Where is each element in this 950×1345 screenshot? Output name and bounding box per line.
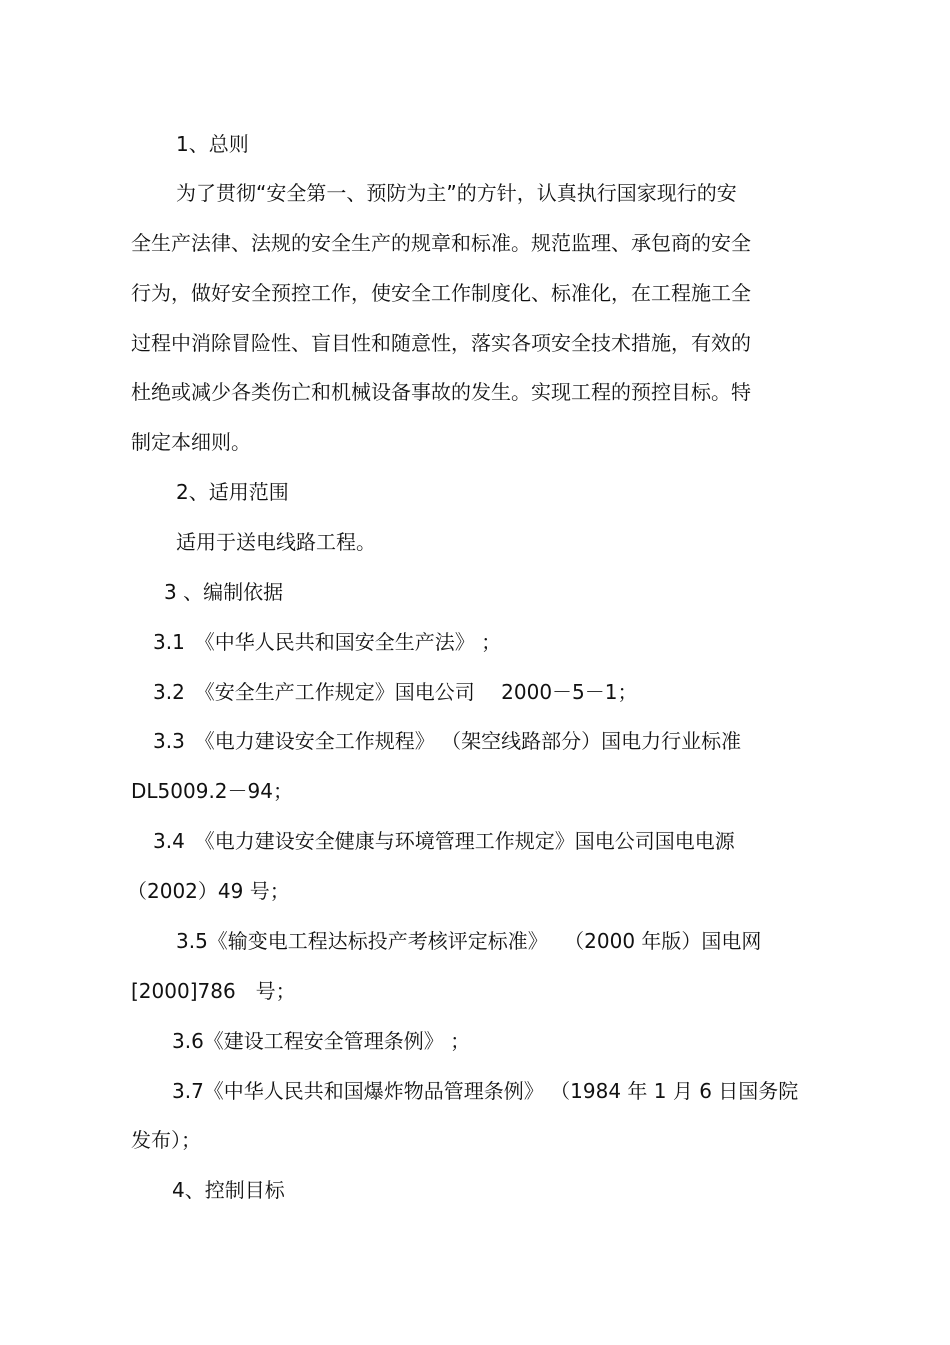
section-heading-basis: 3 、编制依据 — [164, 580, 284, 604]
list-item: 3.3 《电力建设安全工作规程》 （架空线路部分）国电力行业标准 — [153, 729, 742, 753]
paragraph-line: 适用于送电线路工程。 — [176, 530, 376, 554]
paragraph-line: 为了贯彻“安全第一、预防为主”的方针，认真执行国家现行的安 — [176, 181, 737, 205]
paragraph-line: 过程中消除冒险性、盲目性和随意性，落实各项安全技术措施，有效的 — [131, 331, 751, 355]
section-heading-scope: 2、适用范围 — [176, 480, 289, 504]
paragraph-line: 杜绝或减少各类伤亡和机械设备事故的发生。实现工程的预控目标。特 — [131, 380, 751, 404]
paragraph-line: 全生产法律、法规的安全生产的规章和标准。规范监理、承包商的安全 — [131, 231, 751, 255]
list-item-continuation: [2000]786 号； — [131, 979, 296, 1003]
list-item: 3.4 《电力建设安全健康与环境管理工作规定》国电公司国电电源 — [153, 829, 735, 853]
list-item-continuation: DL5009.2－94； — [131, 779, 293, 803]
paragraph-line: 制定本细则。 — [131, 430, 251, 454]
section-heading-targets: 4、控制目标 — [172, 1178, 285, 1202]
list-item-continuation: （2002）49 号； — [127, 879, 290, 903]
section-heading-general: 1、总则 — [176, 132, 249, 156]
list-item: 3.6《建设工程安全管理条例》 ； — [172, 1029, 471, 1053]
paragraph-line: 行为，做好安全预控工作，使安全工作制度化、标准化，在工程施工全 — [131, 281, 751, 305]
list-item-continuation: 发布）； — [131, 1128, 201, 1152]
list-item: 3.2 《安全生产工作规定》国电公司 2000－5－1； — [153, 680, 638, 704]
list-item: 3.1 《中华人民共和国安全生产法》 ； — [153, 630, 502, 654]
list-item: 3.7《中华人民共和国爆炸物品管理条例》 （1984 年 1 月 6 日国务院 — [172, 1079, 799, 1103]
list-item: 3.5《输变电工程达标投产考核评定标准》 （2000 年版）国电网 — [176, 929, 762, 953]
